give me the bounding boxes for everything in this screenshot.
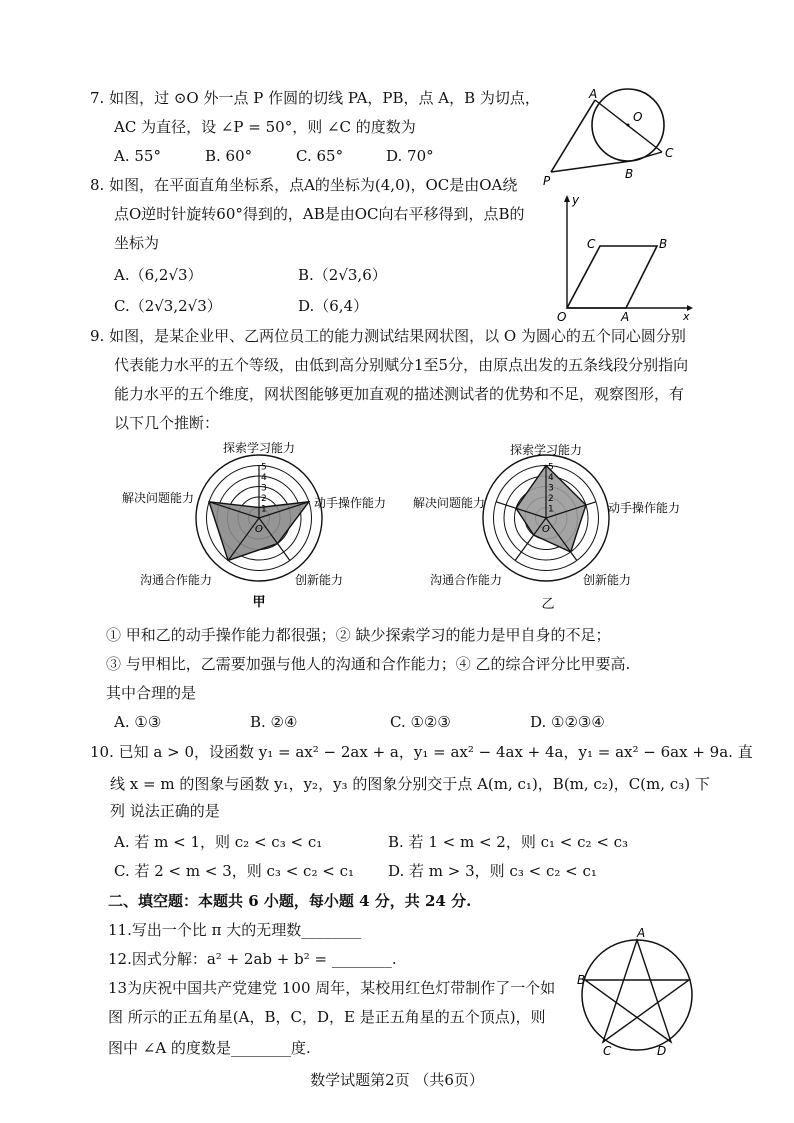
q7-line1: 7. 如图，过 ⊙O 外一点 P 作圆的切线 PA，PB，点 A，B 为切点， bbox=[90, 89, 540, 107]
q12: 12.因式分解：a² + 2ab + b² = ________. bbox=[108, 950, 397, 968]
q9-line3: 能力水平的五个维度，网状图能够更加直观的描述测试者的优势和不足，观察图形，有 bbox=[114, 385, 685, 403]
yi-name: 乙 bbox=[541, 597, 555, 612]
q13-label-a: A bbox=[637, 926, 646, 940]
q7-label-p: P bbox=[543, 174, 551, 188]
jia-label-bottom-right: 创新能力 bbox=[295, 573, 344, 587]
q13-line2: 图 所示的正五角星(A，B，C，D，E 是正五角星的五个顶点)，则 bbox=[108, 1008, 546, 1026]
q7-option-a: A. 55° bbox=[114, 147, 161, 165]
q8-option-c: C.（2√3,2√3） bbox=[114, 297, 222, 315]
yi-tick-5: 5 bbox=[548, 462, 554, 473]
q7-option-b: B. 60° bbox=[205, 147, 253, 165]
yi-tick-3: 3 bbox=[548, 483, 554, 494]
q9-option-c: C. ①②③ bbox=[390, 713, 451, 731]
section-2-heading: 二、填空题：本题共 6 小题，每小题 4 分，共 24 分. bbox=[108, 892, 472, 910]
yi-label-top: 探索学习能力 bbox=[509, 443, 583, 457]
q7-tangent-figure bbox=[535, 80, 695, 190]
q8-option-a: A.（6,2√3） bbox=[114, 266, 203, 284]
jia-tick-3: 3 bbox=[261, 483, 267, 494]
jia-name: 甲 bbox=[252, 595, 266, 610]
q8-label-c: C bbox=[587, 237, 596, 251]
jia-center-o: O bbox=[255, 524, 263, 535]
q10-line2: 线 x = m 的图象与函数 y₁，y₂，y₃ 的图象分别交于点 A(m, c₁)，B(m, c₂)，C(m, c₃) 下 bbox=[110, 775, 710, 793]
q13-line3: 图中 ∠A 的度数是________度. bbox=[108, 1039, 311, 1057]
q13-label-b: B bbox=[577, 973, 586, 987]
q9-line1: 9. 如图，是某企业甲、乙两位员工的能力测试结果网状图，以 O 为圆心的五个同心圆分别 bbox=[90, 327, 686, 345]
q8-line2: 点O逆时针旋转60°得到的，AB是由OC向右平移得到，点B的 bbox=[114, 205, 525, 223]
q8-label-a: A bbox=[621, 310, 630, 324]
q9-line4: 以下几个推断： bbox=[114, 414, 220, 432]
q8-option-b: B.（2√3,6） bbox=[298, 266, 387, 284]
q9-option-a: A. ①③ bbox=[114, 713, 162, 731]
q10-option-a: A. 若 m < 1，则 c₂ < c₃ < c₁ bbox=[114, 833, 323, 851]
q8-option-d: D.（6,4） bbox=[298, 297, 369, 315]
q9-statement-2: ③ 与甲相比，乙需要加强与他人的沟通和合作能力；④ 乙的综合评分比甲要高. bbox=[106, 655, 631, 673]
q10-option-d: D. 若 m > 3，则 c₃ < c₂ < c₁ bbox=[388, 862, 597, 880]
yi-tick-1: 1 bbox=[548, 504, 554, 515]
jia-label-bottom-left: 沟通合作能力 bbox=[140, 573, 213, 587]
q10-line3: 列 说法正确的是 bbox=[110, 802, 220, 820]
jia-tick-4: 4 bbox=[261, 473, 267, 483]
q8-label-x: x bbox=[683, 310, 690, 323]
yi-center-o: O bbox=[542, 524, 550, 535]
jia-tick-5: 5 bbox=[261, 462, 267, 473]
q10-option-c: C. 若 2 < m < 3，则 c₃ < c₂ < c₁ bbox=[114, 862, 354, 880]
jia-tick-1: 1 bbox=[261, 504, 267, 515]
q13-star-figure bbox=[575, 922, 705, 1057]
q10-option-b: B. 若 1 < m < 2，则 c₁ < c₂ < c₃ bbox=[388, 833, 629, 851]
q10-line1: 10. 已知 a > 0，设函数 y₁ = ax² − 2ax + a，y₁ = ax² − 4ax + 4a，y₁ = ax² − 6ax + 9a. 直 bbox=[90, 743, 753, 761]
jia-label-right: 动手操作能力 bbox=[314, 496, 387, 510]
q7-line2: AC 为直径，设 ∠P = 50°，则 ∠C 的度数为 bbox=[114, 118, 416, 136]
yi-label-bottom-left: 沟通合作能力 bbox=[430, 573, 503, 587]
q13-label-d: D bbox=[657, 1044, 667, 1057]
q7-label-b: B bbox=[625, 167, 634, 181]
q8-line3: 坐标为 bbox=[114, 234, 160, 252]
q9-line2: 代表能力水平的五个等级，由低到高分别赋分1至5分，由原点出发的五条线段分别指向 bbox=[114, 356, 689, 374]
q7-option-d: D. 70° bbox=[386, 147, 434, 165]
jia-label-top: 探索学习能力 bbox=[222, 441, 296, 455]
q7-label-a: A bbox=[589, 87, 598, 101]
q7-label-c: C bbox=[665, 146, 674, 160]
yi-tick-4: 4 bbox=[548, 473, 554, 483]
yi-tick-2: 2 bbox=[548, 494, 554, 504]
q7-option-c: C. 65° bbox=[296, 147, 344, 165]
jia-label-left: 解决问题能力 bbox=[122, 491, 195, 505]
q7-label-o: O bbox=[633, 110, 643, 124]
q9-option-b: B. ②④ bbox=[250, 713, 298, 731]
jia-tick-2: 2 bbox=[261, 494, 267, 504]
q13-line1: 13为庆祝中国共产党建党 100 周年，某校用红色灯带制作了一个如 bbox=[108, 979, 556, 997]
q9-statement-1: ① 甲和乙的动手操作能力都很强；② 缺少探索学习的能力是甲自身的不足； bbox=[106, 626, 611, 644]
page-footer: 数学试题第2页 （共6页） bbox=[310, 1071, 484, 1089]
q9-prompt: 其中合理的是 bbox=[106, 684, 197, 702]
q9-option-d: D. ①②③④ bbox=[530, 713, 605, 731]
yi-label-left: 解决问题能力 bbox=[413, 496, 486, 510]
q11: 11.写出一个比 π 大的无理数________ bbox=[108, 921, 362, 939]
q8-line1: 8. 如图，在平面直角坐标系，点A的坐标为(4,0)，OC是由OA绕 bbox=[90, 176, 518, 194]
yi-label-right: 动手操作能力 bbox=[608, 501, 681, 515]
q8-label-y: y bbox=[572, 193, 580, 207]
q13-label-c: C bbox=[603, 1044, 612, 1057]
q8-label-b: B bbox=[659, 237, 668, 251]
radar-chart-yi bbox=[405, 440, 695, 620]
q8-coordinate-figure bbox=[545, 190, 695, 325]
radar-chart-jia bbox=[110, 440, 400, 620]
q8-label-o: O bbox=[557, 310, 567, 324]
yi-label-bottom-right: 创新能力 bbox=[583, 573, 632, 587]
